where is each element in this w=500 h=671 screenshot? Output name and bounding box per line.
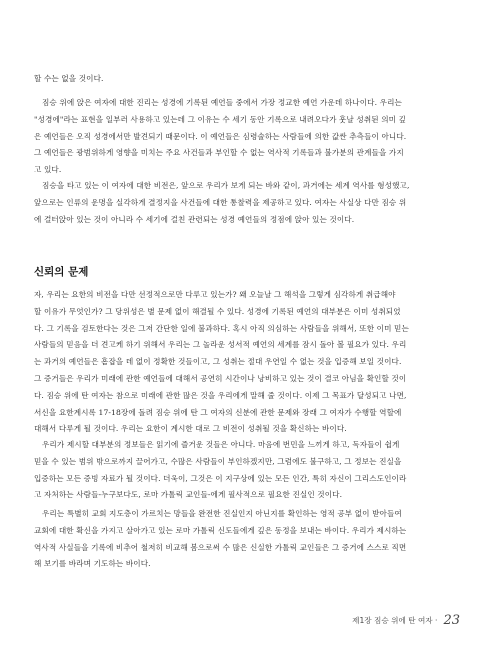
text-line: 우리는 특별히 교회 지도층이 가르치는 망들을 완전한 진실인지 아닌지를 확인하는 영적 공부 없이 받아들여 xyxy=(42,509,402,518)
text-line: 할 수는 없을 것이다. xyxy=(34,74,104,83)
text-line: 입증하는 모든 증빙 자료가 될 것이다. 더욱이, 그것은 이 지구상에 있는 모든 인간, 특히 자신이 그리스도인이라 xyxy=(34,473,407,483)
section-title: 신뢰의 문제 xyxy=(34,266,89,278)
text-line: 짐승을 타고 있는 이 여자에 대한 비전은, 앞으로 우리가 보게 되는 바와 같이, 과거에는 세계 역사를 형성했고, xyxy=(42,181,410,190)
text-line: 는 과거의 예언들은 흠잡을 데 없이 정확한 것들이고, 그 성취는 절대 우연일 수 없는 것을 입증해 보일 것이다. xyxy=(34,357,402,367)
text-line: 자, 우리는 요한의 비전을 다만 선정적으로만 다루고 있는가? 왜 오늘날 그 해석을 그렇게 심각하게 취급해야 xyxy=(34,290,396,299)
paragraph-2 xyxy=(34,95,468,179)
text-line: 대해서 다루게 될 것이다. 우리는 요한이 계시한 대로 그 비전이 성취될 것을 확신하는 바이다. xyxy=(34,424,347,434)
paragraph-1 xyxy=(34,71,468,88)
text-line: 해 보기를 바라며 기도하는 바이다. xyxy=(34,559,151,569)
paragraph-5 xyxy=(34,437,468,504)
paragraph-3 xyxy=(34,178,468,228)
running-footer-chapter: 제1장 짐승 위에 탄 여자 · xyxy=(352,615,438,625)
paragraph-4 xyxy=(34,287,468,438)
text-line: 우리가 제시할 대부분의 정보들은 읽기에 즐거운 것들은 아니다. 마음에 번민을 느끼게 하고, 독자들이 쉽게 xyxy=(42,440,400,449)
text-line: 에 걸터앉아 있는 것이 아니라 수 세기에 걸친 관련되는 성경 예언들의 정점에 앉아 있는 것이다. xyxy=(34,214,355,224)
page-footer xyxy=(352,610,460,630)
text-line: 다. 그 기록을 검토한다는 것은 그저 간단한 일에 불과하다. 혹시 아직 의심하는 사람들을 위해서, 또한 이미 믿는 xyxy=(34,323,409,333)
text-line: 고 있다. xyxy=(34,165,62,175)
text-line: 할 이유가 무엇인가? 그 당위성은 별 문제 없이 해결될 수 있다. 성경에 기록된 예언의 대부분은 이미 성취되었 xyxy=(34,306,401,316)
text-line: "성경에"라는 표현을 일부러 사용하고 있는데 그 이유는 수 세기 동안 기록으로 내려오다가 훗날 성취된 의미 깊 xyxy=(34,114,407,124)
text-line: 교회에 대한 확신을 가지고 살아가고 있는 로마 가톨릭 신도들에게 깊은 동정을 보내는 바이다. 우리가 제시하는 xyxy=(34,525,407,535)
text-line: 그 증거들은 우리가 미래에 관한 예언들에 대해서 공연히 시간이나 낭비하고 있는 것이 결코 아님을 확인할 것이 xyxy=(34,373,407,383)
text-line: 믿을 수 있는 범위 밖으로까지 끌어가고, 수많은 사람들이 부인하겠지만, 그럼에도 불구하고, 그 정보는 진실을 xyxy=(34,456,402,466)
text-line: 앞으로는 인류의 운명을 실각하게 결정지을 사건들에 대한 통찰력을 제공하고 있다. 여자는 사실상 다만 짐승 위 xyxy=(34,197,407,207)
text-line: 은 예언들은 오직 성경에서만 발견되기 때문이다. 이 예언들은 심령술하는 사람들에 의한 값싼 추측들이 아니다. xyxy=(34,131,407,141)
text-line: 다. 짐승 위에 탄 여자는 참으로 미래에 관한 많은 것을 우리에게 말해 줄 것이다. 이제 그 목표가 달성되고 나면, xyxy=(34,390,407,400)
page-number: 23 xyxy=(443,612,460,628)
text-line: 역사적 사실들을 기록에 비추어 철저히 비교해 봄으로써 수 많은 신실한 가톨릭 교인들은 그 증거에 스스로 직면 xyxy=(34,542,407,552)
text-line: 그 예언들은 광범위하게 영향을 미치는 주요 사건들과 부인할 수 없는 역사적 기록들과 불가분의 관계들을 가지 xyxy=(34,148,404,158)
text-line: 서신을 요한계시록 17-18장에 돌려 짐승 위에 탄 그 여자의 신분에 관한 문제와 장래 그 여자가 수행할 역할에 xyxy=(34,407,402,417)
text-line: 사람들의 믿음을 더 견고케 하기 위해서 우리는 그 놀라운 성서적 예언의 세계를 잠시 돌아 볼 필요가 있다. 우리 xyxy=(34,340,407,350)
text-line: 고 자처하는 사람들-누구보다도, 로마 가톨릭 교인들-에게 필사적으로 필요한 진실인 것이다. xyxy=(34,490,343,500)
paragraph-6 xyxy=(34,506,468,573)
text-line: 짐승 위에 앉은 여자에 대한 진리는 성경에 기록된 예언들 중에서 가장 정교한 예언 가운데 하나이다. 우리는 xyxy=(42,98,402,107)
